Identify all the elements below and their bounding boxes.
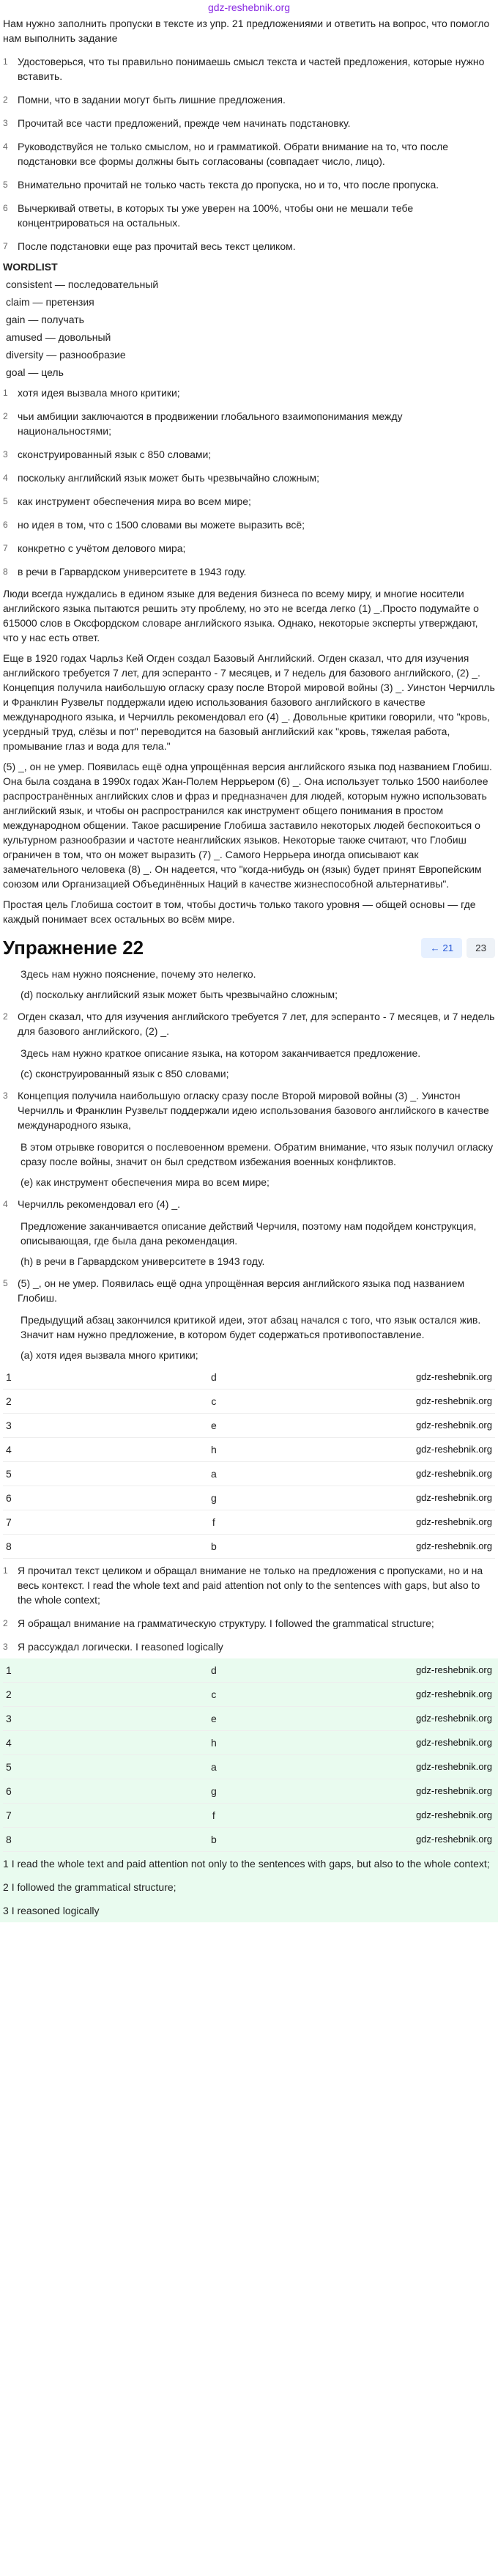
exercise-header bbox=[0, 932, 498, 964]
answer-row bbox=[3, 1804, 495, 1828]
summary-en-text: I read the whole text and paid attention not only to the sentences with gaps, but also to the whole context; bbox=[11, 1858, 490, 1870]
answer-letter: a bbox=[210, 1761, 217, 1773]
watermark: gdz-reshebnik.org bbox=[415, 1420, 492, 1431]
watermark: gdz-reshebnik.org bbox=[415, 1785, 492, 1796]
watermark: gdz-reshebnik.org bbox=[415, 1371, 492, 1382]
step-text: Удостоверься, что ты правильно понимаешь смысл текста и частей предложения, которые нужно вставить. bbox=[18, 56, 485, 82]
answer-letter: f bbox=[212, 1809, 215, 1821]
wordlist bbox=[0, 276, 498, 381]
qa-text: Концепция получила наибольшую огласку сразу после Второй мировой войны (3) _. Уинстон Черчилль и Франклин Рузвельт поддержали идею использования базового английского в качестве международного языка, bbox=[18, 1090, 489, 1131]
answer-num: 8 bbox=[6, 1540, 12, 1552]
word-item: claim — претензия bbox=[6, 296, 94, 308]
answer-num: 3 bbox=[6, 1713, 12, 1724]
step-2 bbox=[0, 88, 498, 111]
qa-text: Огден сказал, что для изучения английского требуется 7 лет, для эсперанто - 7 месяцев, и 7 недель для базового английского, (2) _. bbox=[18, 1011, 495, 1037]
answer-row bbox=[3, 1755, 495, 1779]
summary-text: Я обращал внимание на грамматическую структуру. I followed the grammatical structure; bbox=[18, 1617, 434, 1629]
step-num: 4 bbox=[3, 141, 8, 152]
options-list bbox=[0, 381, 498, 583]
answer-num: 5 bbox=[6, 1468, 12, 1480]
summary-num: 1 bbox=[3, 1565, 8, 1576]
option-text: чьи амбиции заключаются в продвижении глобального взаимопонимания между национальностями; bbox=[18, 410, 403, 437]
answer-letter: b bbox=[210, 1540, 217, 1552]
answer-num: 4 bbox=[6, 1737, 12, 1749]
step-text: Внимательно прочитай не только часть текста до пропуска, но и то, что после пропуска. bbox=[18, 179, 439, 191]
watermark: gdz-reshebnik.org bbox=[415, 1689, 492, 1700]
word-item: diversity — разнообразие bbox=[6, 349, 126, 361]
answers-list bbox=[0, 1365, 498, 1559]
answer-row bbox=[3, 1779, 495, 1804]
summary-text: Я рассуждал логически. I reasoned logically bbox=[18, 1641, 223, 1653]
answer-row bbox=[3, 1683, 495, 1707]
step-text: Прочитай все части предложений, прежде чем начинать подстановку. bbox=[18, 117, 351, 129]
answer-num: 7 bbox=[6, 1516, 12, 1528]
summary-en-text: I reasoned logically bbox=[11, 1905, 100, 1916]
qa-text: (5) _, он не умер. Появилась ещё одна упрощённая версия английского языка под названием Глобиш. bbox=[18, 1277, 465, 1304]
step-num: 2 bbox=[3, 95, 8, 105]
wordlist-title: WORDLIST bbox=[3, 261, 58, 273]
steps-list bbox=[0, 50, 498, 258]
qa-item: (c) сконструированный язык с 850 словами; bbox=[21, 1068, 229, 1080]
watermark: gdz-reshebnik.org bbox=[415, 1761, 492, 1772]
summary-en-item bbox=[0, 1899, 498, 1922]
option-text: конкретно с учётом делового мира; bbox=[18, 542, 186, 554]
watermark: gdz-reshebnik.org bbox=[415, 1492, 492, 1503]
option-5 bbox=[0, 490, 498, 513]
step-text: Вычеркивай ответы, в которых ты уже уверен на 100%, чтобы они не мешали тебе концентрироваться на остальных. bbox=[18, 202, 414, 229]
step-3 bbox=[0, 111, 498, 135]
summary-num: 3 bbox=[3, 1642, 8, 1652]
answer-row bbox=[3, 1707, 495, 1731]
qa-item: (h) в речи в Гарвардском университете в 1943 году. bbox=[21, 1255, 265, 1267]
watermark: gdz-reshebnik.org bbox=[415, 1664, 492, 1675]
exercise-pager bbox=[421, 938, 495, 958]
answer-row bbox=[3, 1390, 495, 1414]
summary-en-num: 2 bbox=[3, 1881, 9, 1893]
qa-item: Здесь нам нужно пояснение, почему это нелегко. bbox=[21, 968, 256, 980]
step-num: 1 bbox=[3, 56, 8, 67]
step-num: 6 bbox=[3, 203, 8, 213]
option-num: 5 bbox=[3, 496, 8, 506]
word-item: consistent — последовательный bbox=[6, 278, 159, 290]
qa-item bbox=[0, 1084, 498, 1137]
intro-text: Нам нужно заполнить пропуски в тексте из упр. 21 предложениями и ответить на вопрос, что помогло нам выполнить задание bbox=[3, 18, 490, 44]
answer-row bbox=[3, 1510, 495, 1535]
summary-en-num: 1 bbox=[3, 1858, 9, 1870]
answer-row bbox=[3, 1658, 495, 1683]
answer-letter: e bbox=[210, 1420, 217, 1431]
step-text: Помни, что в задании могут быть лишние предложения. bbox=[18, 94, 286, 106]
option-8 bbox=[0, 560, 498, 583]
answer-num: 5 bbox=[6, 1761, 12, 1773]
passage-paragraph: Простая цель Глобиша состоит в том, чтобы достичь только такого уровня — общей основы — где каждый понимает всех остальных во всём мире. bbox=[3, 898, 476, 925]
answer-row bbox=[3, 1731, 495, 1755]
word-item: goal — цель bbox=[6, 366, 64, 378]
step-1 bbox=[0, 50, 498, 88]
option-num: 3 bbox=[3, 449, 8, 460]
answer-row bbox=[3, 1365, 495, 1390]
option-text: но идея в том, что с 1500 словами вы можете выразить всё; bbox=[18, 519, 305, 531]
watermark: gdz-reshebnik.org bbox=[415, 1516, 492, 1527]
answer-num: 3 bbox=[6, 1420, 12, 1431]
qa-item bbox=[0, 1005, 498, 1043]
option-1 bbox=[0, 381, 498, 405]
option-text: хотя идея вызвала много критики; bbox=[18, 387, 180, 399]
answer-letter: h bbox=[210, 1444, 217, 1455]
passage-paragraph: (5) _, он не умер. Появилась ещё одна упрощённая версия английского языка под названием Глобиш. Она была создана в 1990х годах Жан-Полем Неррьером (6) _. Она использует только 1500 наиболее распространённых английских слов и фраз и предназначен для людей, которым нужно использовать английский язык, и чтобы он распространился как инструмент общего понимания в простом международном общении. Такое расширение Глобиша заставило некоторых людей беспокоиться о культурном разнообразии и частоте неанглийских языков. Некоторые также считают, что Глобиш ограничен в том, что он может выразить (7) _. Самого Неррьера иногда описывают как замечательного человека (8) _. Он надеется, что "когда-нибудь он (язык) будет принят Европейским союзом или Организацией Объединённых Наций в качестве жизнеспособной альтернативы". bbox=[3, 761, 492, 890]
answers-list-green bbox=[0, 1658, 498, 1852]
answer-num: 6 bbox=[6, 1492, 12, 1504]
summary-num: 2 bbox=[3, 1618, 8, 1628]
option-text: сконструированный язык с 850 словами; bbox=[18, 449, 212, 460]
qa-num: 2 bbox=[3, 1011, 8, 1022]
qa-list bbox=[0, 964, 498, 1365]
qa-item bbox=[0, 1272, 498, 1310]
summary-en-item bbox=[0, 1852, 498, 1875]
qa-item: Предыдущий абзац закончился критикой идеи, этот абзац начался с того, что язык остался жив. Значит нам нужно предложение, в котором будет содержаться противопоставление. bbox=[21, 1314, 481, 1340]
option-text: в речи в Гарвардском университете в 1943 году. bbox=[18, 566, 247, 577]
watermark: gdz-reshebnik.org bbox=[415, 1468, 492, 1479]
answer-letter: a bbox=[210, 1468, 217, 1480]
answer-num: 6 bbox=[6, 1785, 12, 1797]
watermark: gdz-reshebnik.org bbox=[415, 1809, 492, 1820]
step-6 bbox=[0, 196, 498, 235]
answer-row bbox=[3, 1828, 495, 1852]
answer-num: 1 bbox=[6, 1371, 12, 1383]
passage-paragraph: Люди всегда нуждались в едином языке для ведения бизнеса по всему миру, и многие носители английского языка пытаются решить эту проблему, но это не всегда легко (1) _.Просто подумайте о 615000 слов в Оксфордском словаре английского языка. Однако, некоторые эксперты утверждают, что у нас есть ответ. bbox=[3, 588, 479, 643]
watermark: gdz-reshebnik.org bbox=[415, 1713, 492, 1724]
option-text: поскольку английский язык может быть чрезвычайно сложным; bbox=[18, 472, 319, 484]
step-num: 7 bbox=[3, 241, 8, 251]
answer-letter: d bbox=[210, 1664, 217, 1676]
answer-letter: b bbox=[210, 1834, 217, 1845]
answer-num: 2 bbox=[6, 1395, 12, 1407]
next-exercise-button[interactable]: 23 bbox=[467, 938, 495, 958]
option-7 bbox=[0, 536, 498, 560]
word-item: gain — получать bbox=[6, 314, 84, 325]
answer-num: 7 bbox=[6, 1809, 12, 1821]
watermark: gdz-reshebnik.org bbox=[415, 1737, 492, 1748]
answer-letter: g bbox=[210, 1785, 217, 1797]
answer-num: 4 bbox=[6, 1444, 12, 1455]
answer-row bbox=[3, 1535, 495, 1559]
watermark: gdz-reshebnik.org bbox=[415, 1395, 492, 1406]
summary-en-item bbox=[0, 1875, 498, 1899]
summary-list bbox=[0, 1559, 498, 1658]
option-num: 8 bbox=[3, 567, 8, 577]
step-7 bbox=[0, 235, 498, 258]
qa-num: 3 bbox=[3, 1090, 8, 1101]
word-item: amused — довольный bbox=[6, 331, 111, 343]
qa-item: В этом отрывке говорится о послевоенном времени. Обратим внимание, что язык получил огласку сразу после войны, значит он был средством избежания военных конфликтов. bbox=[21, 1141, 494, 1167]
answer-num: 2 bbox=[6, 1689, 12, 1700]
summary-item bbox=[0, 1635, 498, 1658]
qa-item: Предложение заканчивается описание действий Черчиля, поэтому нам подойдем конструкция, описывающая, где была дана рекомендация. bbox=[21, 1220, 477, 1247]
qa-item: (d) поскольку английский язык может быть чрезвычайно сложным; bbox=[21, 989, 338, 1000]
summary-en-text: I followed the grammatical structure; bbox=[11, 1881, 176, 1893]
answer-num: 8 bbox=[6, 1834, 12, 1845]
option-num: 2 bbox=[3, 411, 8, 421]
option-num: 1 bbox=[3, 388, 8, 398]
answer-letter: d bbox=[210, 1371, 217, 1383]
option-3 bbox=[0, 443, 498, 466]
watermark: gdz-reshebnik.org bbox=[415, 1834, 492, 1845]
option-num: 4 bbox=[3, 473, 8, 483]
answer-letter: f bbox=[212, 1516, 215, 1528]
summary-text: Я прочитал текст целиком и обращал внимание не только на предложения с пропусками, но и на весь контекст. I read the whole text and paid attention not only to the sentences with gaps, but also to the whole context; bbox=[18, 1565, 483, 1606]
qa-num: 4 bbox=[3, 1199, 8, 1209]
qa-text: Черчилль рекомендовал его (4) _. bbox=[18, 1198, 181, 1210]
answer-row bbox=[3, 1438, 495, 1462]
option-num: 6 bbox=[3, 520, 8, 530]
option-4 bbox=[0, 466, 498, 490]
answer-letter: c bbox=[211, 1689, 217, 1700]
passage-paragraph: Еще в 1920 годах Чарльз Кей Огден создал Базовый Английский. Огден сказал, что для изучения английского требуется 7 лет, для эсперанто - 7 месяцев, и 7 недель для базового английского, (2) _. Концепция получила наибольшую огласку сразу после Второй мировой войны (3) _. Уинстон Черчилль и Франклин Рузвельт поддержали идею использования базового английского в качестве международного языка, и Черчилль рекомендовал его (4) _. Довольные критики говорили, что "кровь, усердный труд, слёзы и пот" переводится на базовый английский как "кровь, тяжелая работа, промывание глаз и вода для тела." bbox=[3, 652, 495, 752]
option-6 bbox=[0, 513, 498, 536]
answer-row bbox=[3, 1486, 495, 1510]
answer-letter: e bbox=[210, 1713, 217, 1724]
step-num: 3 bbox=[3, 118, 8, 128]
site-logo[interactable]: gdz-reshebnik.org bbox=[207, 1, 291, 13]
option-num: 7 bbox=[3, 543, 8, 553]
summary-item bbox=[0, 1612, 498, 1635]
answer-num: 1 bbox=[6, 1664, 12, 1676]
summary-en-num: 3 bbox=[3, 1905, 9, 1916]
step-text: Руководствуйся не только смыслом, но и грамматикой. Обрати внимание на то, что после подстановки все формы должны быть согласованы (совпадает число, лицо). bbox=[18, 141, 449, 167]
watermark: gdz-reshebnik.org bbox=[415, 1540, 492, 1551]
qa-item: Здесь нам нужно краткое описание языка, на котором заканчивается предложение. bbox=[21, 1047, 421, 1059]
step-text: После подстановки еще раз прочитай весь текст целиком. bbox=[18, 240, 296, 252]
exercise-title: Упражнение 22 bbox=[3, 937, 144, 959]
answer-letter: h bbox=[210, 1737, 217, 1749]
answer-letter: c bbox=[211, 1395, 217, 1407]
qa-item bbox=[0, 1192, 498, 1216]
qa-num: 5 bbox=[3, 1278, 8, 1288]
step-5 bbox=[0, 173, 498, 196]
answer-row bbox=[3, 1462, 495, 1486]
summary-item bbox=[0, 1559, 498, 1612]
qa-item: (a) хотя идея вызвала много критики; bbox=[21, 1349, 198, 1361]
prev-exercise-button[interactable]: ← 21 bbox=[421, 938, 462, 958]
step-4 bbox=[0, 135, 498, 173]
summary-en-list bbox=[0, 1852, 498, 1922]
watermark: gdz-reshebnik.org bbox=[415, 1444, 492, 1455]
qa-item: (e) как инструмент обеспечения мира во всем мире; bbox=[21, 1176, 270, 1188]
step-num: 5 bbox=[3, 180, 8, 190]
option-2 bbox=[0, 405, 498, 443]
answer-letter: g bbox=[210, 1492, 217, 1504]
answer-row bbox=[3, 1414, 495, 1438]
option-text: как инструмент обеспечения мира во всем мире; bbox=[18, 495, 251, 507]
